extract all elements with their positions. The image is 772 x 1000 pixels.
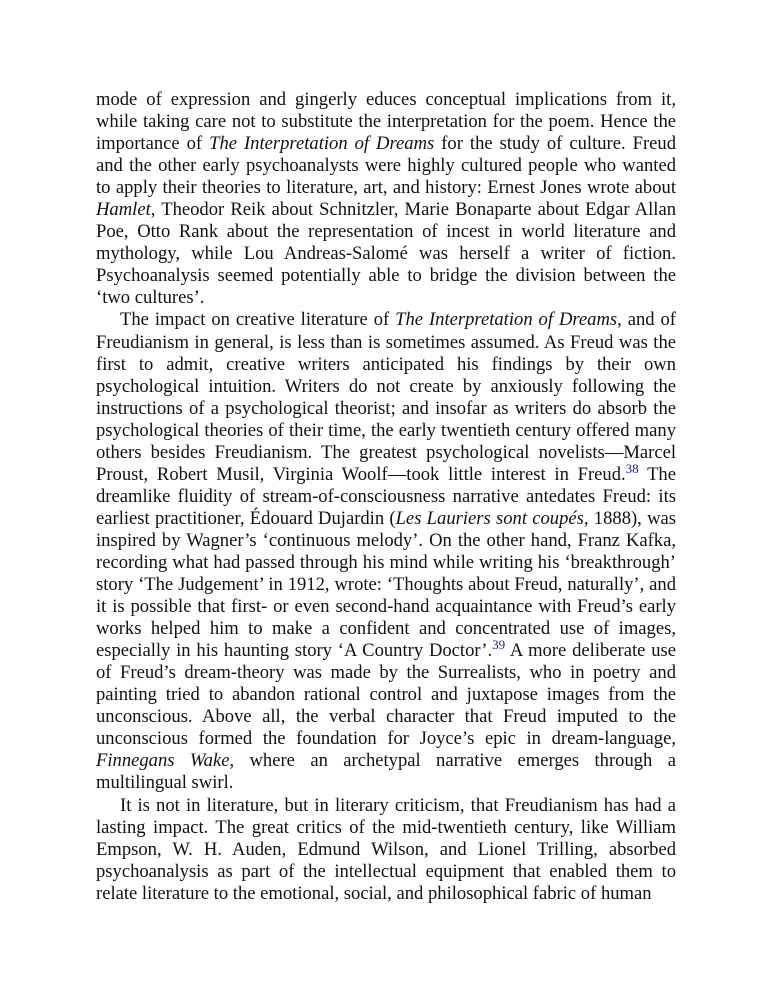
text-run: for the study of culture. Freud and the other early psychoanalysts were highly cultured people who wanted to apply their theories to literature, art, and history: Ernest Jones wrote about — [96, 133, 676, 199]
italic-title: Finnegans Wake — [96, 750, 230, 772]
text-run: The dreamlike fluidity of stream-of-consciousness narrative antedates Freud: its earliest practitioner, Édouard Dujardin ( — [96, 463, 676, 529]
text-run: mode of expression and gingerly educes conceptual implications from it, while taking care not to substitute the interpretation for the poem. Hence the importance of — [96, 89, 676, 155]
text-run: , and of Freudianism in general, is less than is sometimes assumed. As Freud was the first to admit, creative writers anticipated his findings by their own psychological intuition. Writers do not create by anxiously following the instructions of a psychological theorist; and insofar as writers do absorb the psychological theories of their time, the early twentieth century offered many others besides Freudianism. The greatest psychological novelists—Marcel Proust, Robert Musil, Virginia Woolf—took little interest in Freud. — [96, 309, 676, 485]
page-body — [96, 89, 676, 905]
text-run: , Theodor Reik about Schnitzler, Marie Bonaparte about Edgar Allan Poe, Otto Rank about the representation of incest in world literature and mythology, while Lou Andreas-Salomé was herself a writer of fiction. Psychoanalysis seemed potentially able to bridge the division between the ‘two cultures’. — [96, 199, 676, 309]
italic-title: The Interpretation of Dreams — [209, 133, 435, 155]
paragraph — [96, 309, 676, 794]
italic-title: Hamlet — [96, 199, 151, 221]
text-run: , where an archetypal narrative emerges through a multilingual swirl. — [96, 750, 676, 794]
footnote-ref-38[interactable]: 38 — [625, 460, 639, 476]
text-run: , 1888), was inspired by Wagner’s ‘continuous melody’. On the other hand, Franz Kafka, recording what had passed through his mind while writing his ‘breakthrough’ story ‘The Judgement’ in 1912, wrote: ‘Thoughts about Freud, naturally’, and it is possible that first- or even second-hand acquaintance with Freud’s early works helped him to make a confident and concentrated use of images, especially in his haunting story ‘A Country Doctor’. — [96, 507, 676, 662]
text-run: It is not in literature, but in literary criticism, that Freudianism has had a lasting impact. The great critics of the mid-twentieth century, like William Empson, W. H. Auden, Edmund Wilson, and Lionel Trilling, absorbed psychoanalysis as part of the intellectual equipment that enabled them to relate literature to the emotional, social, and philosophical fabric of human — [96, 794, 676, 904]
italic-title: Les Lauriers sont coupés — [395, 507, 584, 529]
footnote-ref-39[interactable]: 39 — [492, 636, 506, 652]
paragraph — [96, 89, 676, 309]
text-run: The impact on creative literature of — [120, 309, 396, 331]
paragraph — [96, 795, 676, 905]
italic-title: The Interpretation of Dreams — [395, 309, 618, 331]
text-run: A more deliberate use of Freud’s dream-theory was made by the Surrealists, who in poetry and painting tried to abandon rational control and juxtapose images from the unconscious. Above all, the verbal character that Freud imputed to the unconscious formed the foundation for Joyce’s epic in dream-language, — [96, 640, 676, 750]
